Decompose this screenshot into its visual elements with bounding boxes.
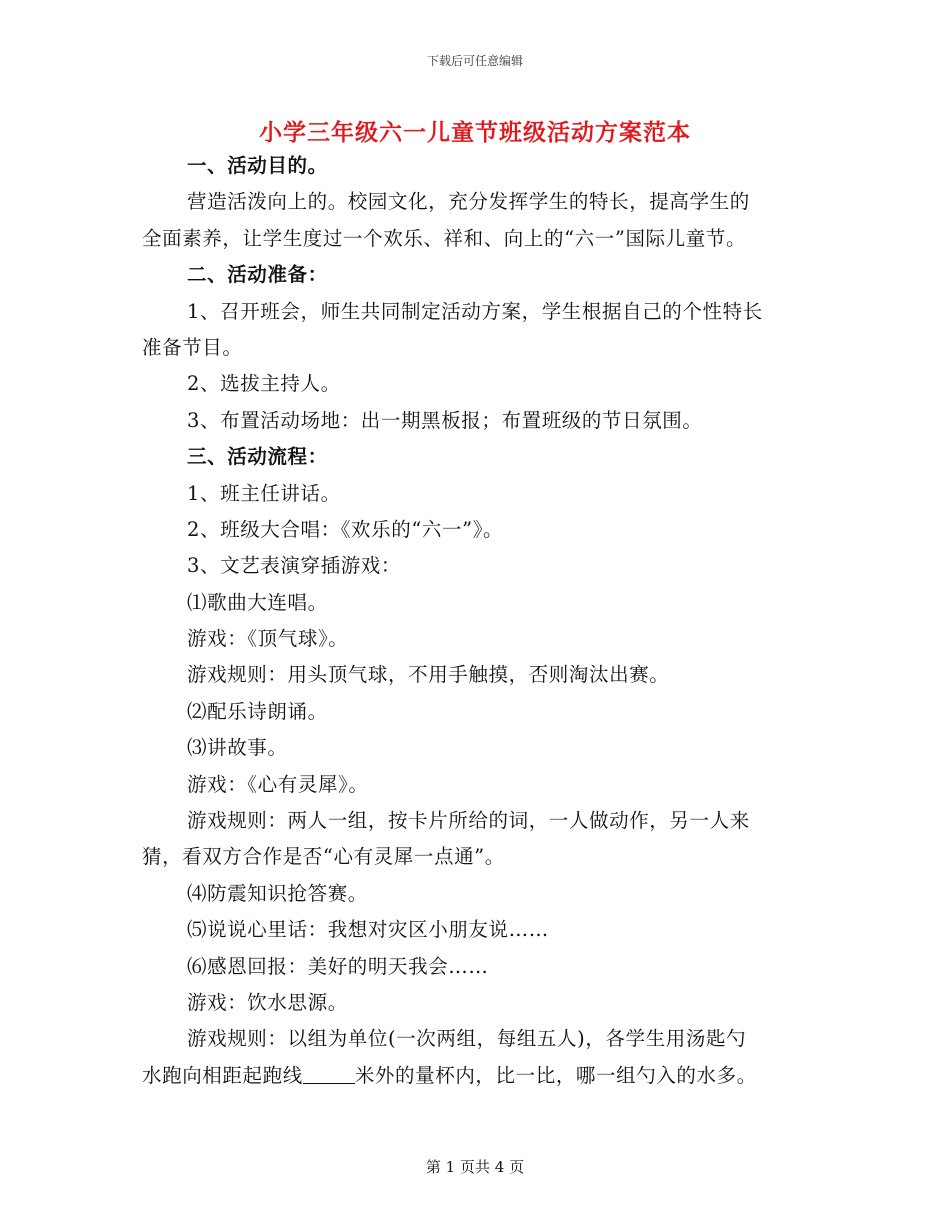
paragraph-line: 游戏：《顶气球》。 xyxy=(187,627,349,651)
paragraph-line: ⑸说说心里话：我想对灾区小朋友说…… xyxy=(187,918,549,942)
fill-in-blank xyxy=(303,1061,355,1084)
paragraph-line: 2、班级大合唱：《欢乐的“六一”》。 xyxy=(187,517,504,541)
page-header-note: 下载后可任意编辑 xyxy=(426,54,523,68)
paragraph-line: 游戏规则：用头顶气球，不用手触摸，否则淘汰出赛。 xyxy=(187,663,670,687)
paragraph-line: 3、布置活动场地：出一期黑板报；布置班级的节日氛围。 xyxy=(187,408,703,432)
paragraph-line: 营造活泼向上的。校园文化，充分发挥学生的特长，提高学生的 xyxy=(187,190,750,214)
paragraph-line: ⑴歌曲大连唱。 xyxy=(187,590,328,614)
paragraph-line: ⑹感恩回报：美好的明天我会…… xyxy=(187,954,489,978)
paragraph-line: 全面素养，让学生度过一个欢乐、祥和、向上的“六一”国际儿童节。 xyxy=(142,226,747,250)
paragraph-line: 2、选拔主持人。 xyxy=(187,372,341,396)
paragraph-line: 1、召开班会，师生共同制定活动方案，学生根据自己的个性特长 xyxy=(187,299,763,323)
paragraph-text: 米外的量杯内，比一比，哪一组勺入的水多。 xyxy=(354,1063,757,1087)
page-number-footer: 第 1 页共 4 页 xyxy=(425,1158,525,1176)
paragraph-line: 游戏规则：以组为单位(一次两组，每组五人)，各学生用汤匙勺 xyxy=(187,1027,747,1051)
paragraph-line: 游戏：《心有灵犀》。 xyxy=(187,772,369,796)
paragraph-line: 游戏规则：两人一组，按卡片所给的词，一人做动作，另一人来 xyxy=(187,809,750,833)
paragraph-text: 水跑向相距起跑线 xyxy=(142,1063,303,1087)
document-title: 小学三年级六一儿童节班级活动方案范本 xyxy=(259,119,691,146)
paragraph-line: ⑵配乐诗朗诵。 xyxy=(187,699,328,723)
paragraph-line: 3、文艺表演穿插游戏： xyxy=(187,554,402,578)
document-body xyxy=(142,148,812,1094)
section-heading-purpose: 一、活动目的。 xyxy=(187,154,328,177)
paragraph-line xyxy=(142,1058,812,1094)
paragraph-line: ⑷防震知识抢答赛。 xyxy=(187,881,368,905)
section-heading-process: 三、活动流程： xyxy=(187,445,328,469)
paragraph-line: ⑶讲故事。 xyxy=(187,736,288,760)
paragraph-line: 猜，看双方合作是否“心有灵犀一点通”。 xyxy=(142,845,505,869)
paragraph-line: 游戏：饮水思源。 xyxy=(187,990,348,1014)
paragraph-line: 准备节目。 xyxy=(142,335,243,359)
section-heading-preparation: 二、活动准备： xyxy=(187,263,328,287)
paragraph-line: 1、班主任讲话。 xyxy=(187,481,341,505)
